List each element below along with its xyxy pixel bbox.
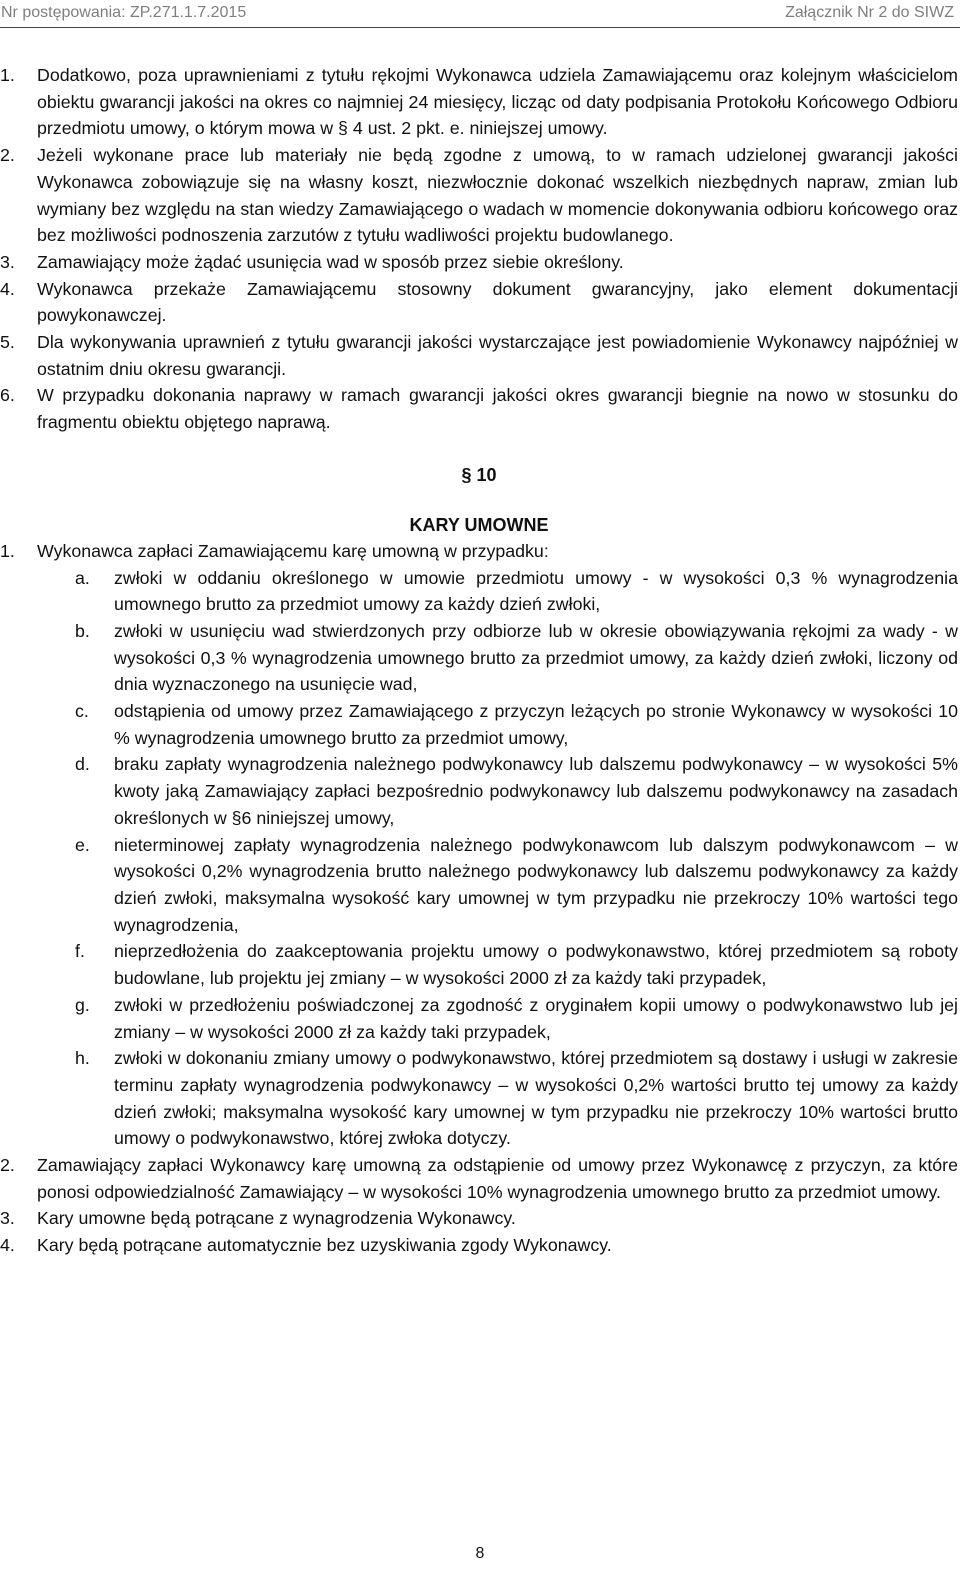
header-divider (0, 27, 960, 28)
warranty-item-2 (0, 142, 958, 249)
warranty-item-5 (0, 329, 958, 382)
item-text: Dodatkowo, poza uprawnieniami z tytułu rękojmi Wykonawca udziela Zamawiającemu oraz kolejnym właścicielom obiektu gwarancji jakości na okres co najmniej 24 miesięcy, licząc od daty podpisania Protokołu Końcowego Odbioru przedmiotu umowy, o którym mowa w § 4 ust. 2 pkt. e. niniejszej umowy. (37, 65, 958, 139)
item-text: Dla wykonywania uprawnień z tytułu gwarancji jakości wystarczające jest powiadomienie Wykonawcy najpóźniej w ostatnim dniu okresu gwarancji. (37, 332, 958, 379)
penalty-case-a (0, 565, 958, 618)
penalty-cases-list (0, 565, 958, 1152)
case-letter: g. (75, 994, 90, 1015)
case-letter: d. (75, 754, 90, 775)
warranty-item-4 (0, 276, 958, 329)
section-heading (0, 462, 958, 538)
penalty-case-d (0, 751, 958, 831)
case-letter: f. (75, 941, 85, 962)
case-number: Nr postępowania: ZP.271.1.7.2015 (1, 4, 247, 21)
item-text: Zamawiający zapłaci Wykonawcy karę umowną za odstąpienie od umowy przez Wykonawcę z przyczyn, za które ponosi odpowiedzialność Zamawiający – w wysokości 10% wynagrodzenia umownego brutto za przedmiot umowy. (37, 1155, 958, 1202)
case-text: braku zapłaty wynagrodzenia należnego podwykonawcy lub dalszemu podwykonawcy – w wysokości 5% kwoty jaką Zamawiający zapłaci bezpośrednio podwykonawcy lub dalszemu podwykonawcy na zasadach określonych w §6 niniejszej umowy, (114, 754, 958, 828)
item-number: 1. (0, 540, 15, 561)
item-text: Wykonawca zapłaci Zamawiającemu karę umowną w przypadku: (37, 540, 549, 561)
case-text: nieterminowej zapłaty wynagrodzenia należnego podwykonawcom lub dalszym podwykonawcom – w wysokości 0,2% wynagrodzenia brutto należnego podwykonawcy lub dalszemu podwykonawcy za każdy dzień zwłoki, maksymalna wysokość kary umownej w tym przypadku nie przekroczy 10% wartości tego wynagrodzenia, (114, 834, 958, 935)
item-text: Jeżeli wykonane prace lub materiały nie będą zgodne z umową, to w ramach udzielonej gwarancji jakości Wykonawca zobowiązuje się na własny koszt, niezwłocznie dokonać wszelkich niezbędnych napraw, zmian lub wymiany bez względu na stan wiedzy Zamawiającego o wadach w momencie dokonywania odbioru końcowego oraz bez możliwości podnoszenia zarzutów z tytułu wadliwości projektu budowlanego. (37, 145, 958, 246)
item-number: 3. (0, 1208, 15, 1229)
penalty-item-3 (0, 1205, 958, 1232)
warranty-item-1 (0, 62, 958, 142)
item-number: 4. (0, 278, 15, 299)
case-text: zwłoki w przedłożeniu poświadczonej za zgodność z oryginałem kopii umowy o podwykonawstwo lub jej zmiany – w wysokości 2000 zł za każdy taki przypadek, (114, 994, 958, 1042)
item-text: Kary będą potrącane automatycznie bez uzyskiwania zgody Wykonawcy. (37, 1235, 612, 1256)
penalty-case-b (0, 618, 958, 698)
penalty-case-f (0, 938, 958, 991)
case-text: odstąpienia od umowy przez Zamawiającego z przyczyn leżących po stronie Wykonawcy w wysokości 10 % wynagrodzenia umownego brutto za przedmiot umowy, (114, 701, 958, 748)
item-number: 1. (0, 65, 15, 85)
penalty-case-h (0, 1045, 958, 1152)
penalty-case-e (0, 832, 958, 939)
penalty-case-c (0, 698, 958, 751)
case-letter: e. (75, 834, 90, 855)
case-letter: c. (75, 701, 89, 722)
item-number: 3. (0, 251, 15, 272)
attachment-label: Załącznik Nr 2 do SIWZ (785, 4, 954, 21)
section-title: KARY UMOWNE (409, 514, 549, 535)
item-number: 5. (0, 332, 15, 353)
penalty-intro (0, 538, 958, 565)
case-text: zwłoki w usunięciu wad stwierdzonych przy odbiorze lub w okresie obowiązywania rękojmi za wady - w wysokości 0,3 % wynagrodzenia umownego brutto za przedmiot umowy, za każdy dzień zwłoki, liczony od dnia wyznaczonego na usunięcie wad, (114, 620, 958, 695)
item-number: 2. (0, 1155, 15, 1176)
case-letter: b. (75, 620, 90, 641)
case-letter: a. (75, 567, 90, 588)
page-number: 8 (475, 1545, 485, 1562)
item-number: 2. (0, 145, 15, 166)
warranty-item-6 (0, 382, 958, 435)
item-text: Kary umowne będą potrącane z wynagrodzenia Wykonawcy. (37, 1208, 516, 1229)
case-letter: h. (75, 1048, 90, 1069)
page-header (0, 0, 960, 30)
item-text: Wykonawca przekaże Zamawiającemu stosowny dokument gwarancyjny, jako element dokumentacji powykonawczej. (37, 278, 958, 326)
item-text: Zamawiający może żądać usunięcia wad w sposób przez siebie określony. (37, 251, 624, 272)
item-number: 4. (0, 1235, 15, 1256)
penalty-item-4 (0, 1232, 958, 1259)
penalty-item-2 (0, 1152, 958, 1205)
case-text: zwłoki w dokonaniu zmiany umowy o podwykonawstwo, której przedmiotem są dostawy i usługi w zakresie terminu zapłaty wynagrodzenia podwykonawcy – w wysokości 0,2% wartości brutto tej umowy za każdy dzień zwłoki; maksymalna wysokość kary umownej w tym przypadku nie przekroczy 10% wartości brutto umowy o podwykonawstwo, której zwłoka dotyczy. (114, 1048, 958, 1149)
case-text: zwłoki w oddaniu określonego w umowie przedmiotu umowy - w wysokości 0,3 % wynagrodzenia umownego brutto za przedmiot umowy za każdy dzień zwłoki, (114, 567, 958, 615)
item-text: W przypadku dokonania naprawy w ramach gwarancji jakości okres gwarancji biegnie na nowo w stosunku do fragmentu obiektu objętego naprawą. (37, 385, 958, 433)
warranty-item-3 (0, 249, 958, 276)
document-body (0, 62, 958, 1259)
penalty-case-g (0, 992, 958, 1045)
case-text: nieprzedłożenia do zaakceptowania projektu umowy o podwykonawstwo, której przedmiotem są roboty budowlane, lub projektu jej zmiany – w wysokości 2000 zł za każdy taki przypadek, (114, 941, 958, 989)
item-number: 6. (0, 385, 15, 406)
section-number: § 10 (461, 464, 497, 485)
